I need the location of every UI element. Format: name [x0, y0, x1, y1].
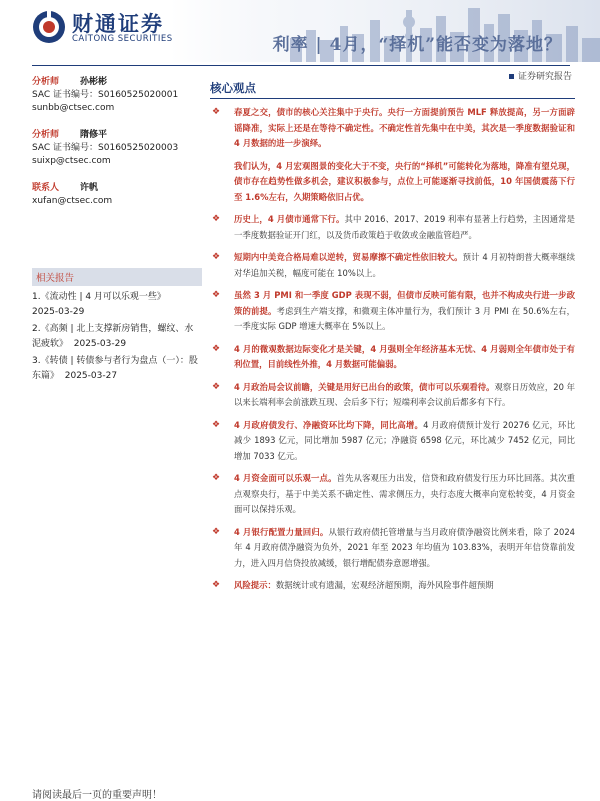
analyst-cert: SAC 证书编号：S0160525020001: [32, 90, 179, 100]
key-point: [210, 342, 575, 373]
key-point-highlight: 风险提示：: [234, 580, 276, 590]
key-point-highlight: 历史上，4 月债市通常下行。: [234, 214, 345, 224]
analyst-block: [32, 129, 202, 168]
contact-email[interactable]: xufan@ctsec.com: [32, 196, 113, 206]
analyst-role: 分析师: [32, 77, 60, 87]
analyst-name: 孙彬彬: [80, 77, 108, 87]
square-bullet-icon: [509, 74, 514, 79]
key-point-highlight: 我们认为，4 月宏观图景的变化大于不变，央行的“择机”可能转化为落地，降准有望兑现，债市存在趋势性做多机会，建议积极参与，点位上可能逐渐寻找前低，10 年国债震荡下行至 1.6%左右，久期策略依旧占优。: [234, 160, 575, 202]
report-type-text: 证券研究报告: [517, 72, 572, 82]
analyst-email[interactable]: sunbb@ctsec.com: [32, 103, 115, 113]
key-point: [210, 105, 575, 152]
key-point: [210, 418, 575, 465]
key-points-list: [210, 105, 575, 594]
main-content: [210, 80, 575, 601]
related-report-date: 2025-03-27: [64, 371, 118, 381]
related-reports-list: [32, 290, 202, 384]
company-logo: [32, 8, 192, 48]
key-point-text: 数据统计或有遗漏，宏观经济超预期，海外风险事件超预期: [275, 580, 494, 590]
key-point-highlight: 4 月资金面可以乐观一点。: [234, 473, 337, 483]
diamond-bullet-icon: ❖: [212, 580, 221, 590]
analyst-email[interactable]: suixp@ctsec.com: [32, 156, 111, 166]
key-point-highlight: 4 月政治局会议前瞻，关键是用好已出台的政策，债市可以乐观看待。: [234, 381, 495, 392]
diamond-bullet-icon: ❖: [212, 526, 221, 537]
key-point-highlight: 4 月银行配置力量回归。: [234, 526, 329, 537]
diamond-bullet-icon: ❖: [212, 473, 221, 483]
key-point-text: 4 月政府债预计发行 20276 亿元，环比减少 1893 亿元，同比增加 5987 亿元；净融资 6598 亿元，环比减少 7452 亿元，同比增加 7033 亿元。: [234, 419, 575, 461]
related-report-title[interactable]: 1.《流动性 | 4 月可以乐观一些》: [32, 292, 166, 302]
related-report-link[interactable]: [32, 354, 202, 384]
diamond-bullet-icon: ❖: [212, 252, 221, 262]
key-point-text: 观察日历效应，20 年以来长端利率会前涨跌互现、会后多下行；短端利率会议前后都多有下行。: [234, 381, 575, 407]
key-point-text: 从银行政府债托管增量与当月政府债净融资比例来看，除了 2024 年 4 月政府债净融资为负外，2021 年至 2023 年均值为 103.83%，表明开年信贷靠前发力，进入四月信贷投放减缓，银行增配债券意愿增强。: [234, 526, 575, 568]
related-report-title[interactable]: 2.《高频 | 北上支撑新房销售，螺纹、水泥疲软》: [32, 324, 194, 349]
analyst-role: 分析师: [32, 130, 60, 140]
diamond-bullet-icon: ❖: [212, 343, 221, 354]
contact-block: [32, 182, 202, 208]
footer-disclaimer: 请阅读最后一页的重要声明！: [32, 790, 162, 801]
related-reports-header: 相关报告: [32, 268, 202, 286]
key-point: [210, 250, 575, 281]
diamond-bullet-icon: ❖: [212, 214, 221, 224]
related-report-link[interactable]: [32, 322, 202, 352]
header-divider: [32, 65, 570, 66]
key-point: [210, 578, 575, 594]
diamond-bullet-icon: ❖: [212, 290, 221, 300]
related-report-link[interactable]: [32, 290, 202, 320]
section-title: 核心观点: [210, 81, 256, 95]
key-point-highlight: 虽然 3 月 PMI 和一季度 GDP 表现不弱，但债市反映可能有限，也并不构成央行进一步政策的前提。: [234, 290, 575, 316]
key-point: [210, 380, 575, 411]
related-report-title[interactable]: 3.《转债 | 转债参与者行为盘点（一）：股东篇》: [32, 356, 198, 381]
key-point-highlight: 春夏之交，债市的核心关注集中于央行。央行一方面提前预告 MLF 释放提高，另一方面辟谣降准，实际上还是在等待不确定性。不确定性首先集中在中美，其次是一季度数据验证和 4 月数据的进一步演绎。: [234, 107, 575, 148]
key-point: [210, 212, 575, 243]
logo-text-cn: 财通证券: [72, 11, 164, 36]
key-point-text: 其中 2016、2017、2019 利率有显著上行趋势，主因通常是一季度数据验证开门红，以及货币政策趋于收敛或金融监管趋严。: [234, 214, 576, 240]
related-report-date: 2025-03-29: [73, 339, 127, 349]
key-point-highlight: 4 月政府债发行、净融资环比均下降，同比高增。: [234, 419, 424, 430]
key-point-highlight: 4 月的微观数据边际变化才是关键，4 月强则全年经济基本无忧、4 月弱则全年债市处于有利位置，目前线性外推，4 月数据可能偏弱。: [234, 343, 575, 369]
logo-mark-icon: [32, 10, 66, 44]
logo-text-en: CAITONG SECURITIES: [72, 34, 173, 44]
key-point: [210, 159, 575, 206]
key-point-text: 预计 4 月初特朗普大概率继续对华追加关税，幅度可能在 10%以上。: [234, 252, 576, 278]
related-report-date: 2025-03-29: [32, 307, 85, 317]
contact-name: 许帆: [80, 183, 99, 193]
key-point-text: 首先从客观压力出发，信贷和政府债发行压力环比回落。其次重点观察央行，基于中美关系不确定性、需求侧压力，央行态度大概率向宽松转变，4 月资金面可以保持乐观。: [234, 473, 576, 514]
contact-role: 联系人: [32, 183, 60, 193]
key-point-highlight: 短期内中美竞合格局难以逆转，贸易摩擦不确定性依旧较大。: [234, 252, 463, 262]
analyst-cert: SAC 证书编号：S0160525020003: [32, 143, 179, 153]
key-point: [210, 288, 575, 335]
analyst-name: 隋修平: [80, 130, 108, 140]
document-title: 利率 | 4月，“择机”能否变为落地？: [272, 35, 562, 55]
diamond-bullet-icon: ❖: [212, 107, 221, 117]
diamond-bullet-icon: ❖: [212, 419, 221, 430]
key-point: [210, 471, 575, 518]
analyst-block: [32, 76, 202, 115]
key-point-text: 考虑到生产端支撑，和微观主体冲量行为，我们预计 3 月 PMI 在 50.6%左右，一季度实际 GDP 增速大概率在 5%以上。: [234, 305, 575, 331]
section-divider: [210, 98, 575, 99]
page-header: [0, 0, 600, 66]
key-point: [210, 525, 575, 572]
diamond-bullet-icon: ❖: [212, 381, 221, 392]
sidebar: [32, 76, 202, 386]
